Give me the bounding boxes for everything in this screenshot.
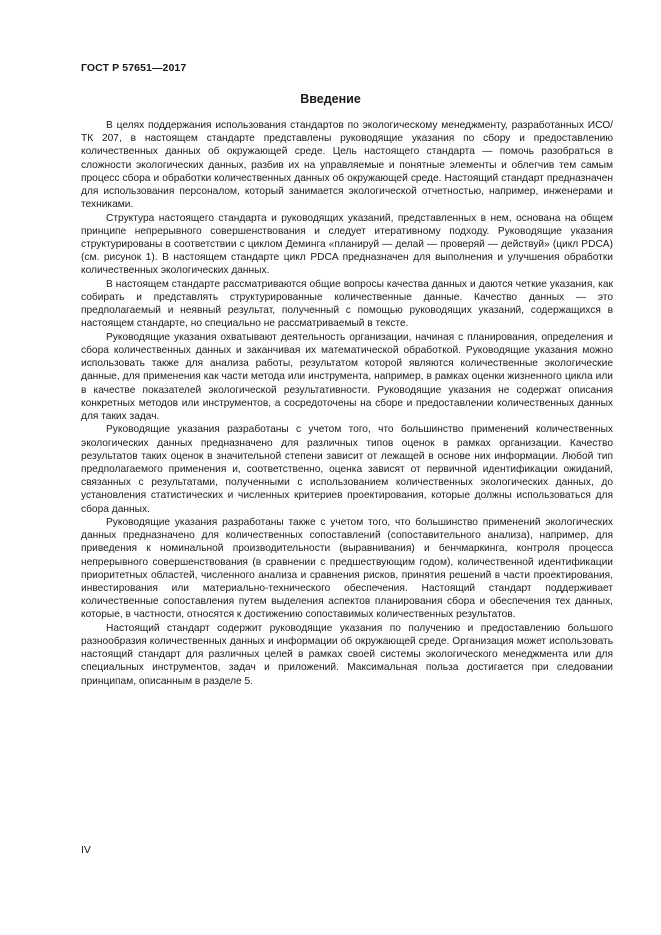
document-header-standard-id: ГОСТ Р 57651—2017 bbox=[81, 62, 187, 74]
paragraph-3: В настоящем стандарте рассматриваются общие вопросы качества данных и даются четкие указания, как собирать и представлять структурированные количественные данные. Качество данных — это предполагаемый и неявный результат, полученный с помощью руководящих указаний, содержащихся в настоящем стандарте, но специально не рассматриваемый в тексте. bbox=[81, 278, 613, 330]
paragraph-1: В целях поддержания использования стандартов по экологическому менеджменту, разработанных ИСО/ТК 207, в настоящем стандарте представлены руководящие указания по сбору и предоставлению количественных данных об окружающей среде. Цель настоящего стандарта — помочь разобраться в сложности экологических данных, разбив их на управляемые и понятные элементы и облегчив тем самым процесс сбора и обработки количественных данных об окружающей среде. Настоящий стандарт предназначен для использования персоналом, который занимается экологической отчетностью, например, инженерами и техниками. bbox=[81, 120, 613, 211]
body-text bbox=[81, 119, 613, 688]
section-title: Введение bbox=[300, 92, 361, 106]
paragraph-6: Руководящие указания разработаны также с учетом того, что большинство применений экологических данных предназначено для количественных сопоставлений (сопоставительного анализа), например, для приведения к номинальной производительности (выравнивания) и бенчмаркинга, контроля процесса непрерывного совершенствования (в сравнении с предшествующим годом), количественной идентификации приоритетных областей, численного анализа и сравнения рисков, принятия решений в части проектирования, инвестирования или материально-технического обеспечения. Настоящий стандарт поддерживает количественные сопоставления путем выделения аспектов планирования сбора и обеспечения тех данных, которые, в частности, относятся к достижению сопоставимых количественных результатов. bbox=[81, 517, 613, 621]
paragraph-5: Руководящие указания разработаны с учетом того, что большинство применений количественных экологических данных предназначено для различных типов оценок в рамках организации. Качество результатов таких оценок в значительной степени зависит от лежащей в основе них информации. Любой тип предполагаемого применения и, соответственно, оценка зависят от первичной идентификации ожиданий, связанных с результатами, полученными с использованием количественных экологических данных, до установления статистических и численных критериев проектирования, которые должны использоваться для сбора данных. bbox=[81, 424, 613, 515]
paragraph-4: Руководящие указания охватывают деятельность организации, начиная с планирования, определения и сбора количественных данных и заканчивая их математической обработкой. Руководящие указания можно использовать также для анализа работы, результатом которой являются количественные экологические данные, для применения как части метода или инструмента, например, в рамках оценки жизненного цикла или в качестве показателей экологической результативности. Руководящие указания не содержат описания конкретных методов или инструментов, а сосредоточены на сборе и предоставлении количественных данных для таких задач. bbox=[81, 331, 613, 423]
paragraph-7: Настоящий стандарт содержит руководящие указания по получению и предоставлению большого разнообразия количественных данных и информации об окружающей среде. Организация может использовать настоящий стандарт для различных целей в рамках своей системы экологического менеджмента или для специальных инструментов, задач и приложений. Максимальная польза достигается при следовании принципам, описанным в разделе 5. bbox=[81, 622, 613, 687]
paragraph-2: Структура настоящего стандарта и руководящих указаний, представленных в нем, основана на общем принципе непрерывного совершенствования и следует итеративному подходу. Руководящие указания структурированы в соответствии с циклом Деминга «планируй — делай — проверяй — действуй» (цикл PDCA) (см. рисунок 1). В настоящем стандарте цикл PDCA предназначен для выполнения и улучшения обработки количественных экологических данных. bbox=[81, 212, 613, 277]
page-number: IV bbox=[81, 844, 91, 856]
